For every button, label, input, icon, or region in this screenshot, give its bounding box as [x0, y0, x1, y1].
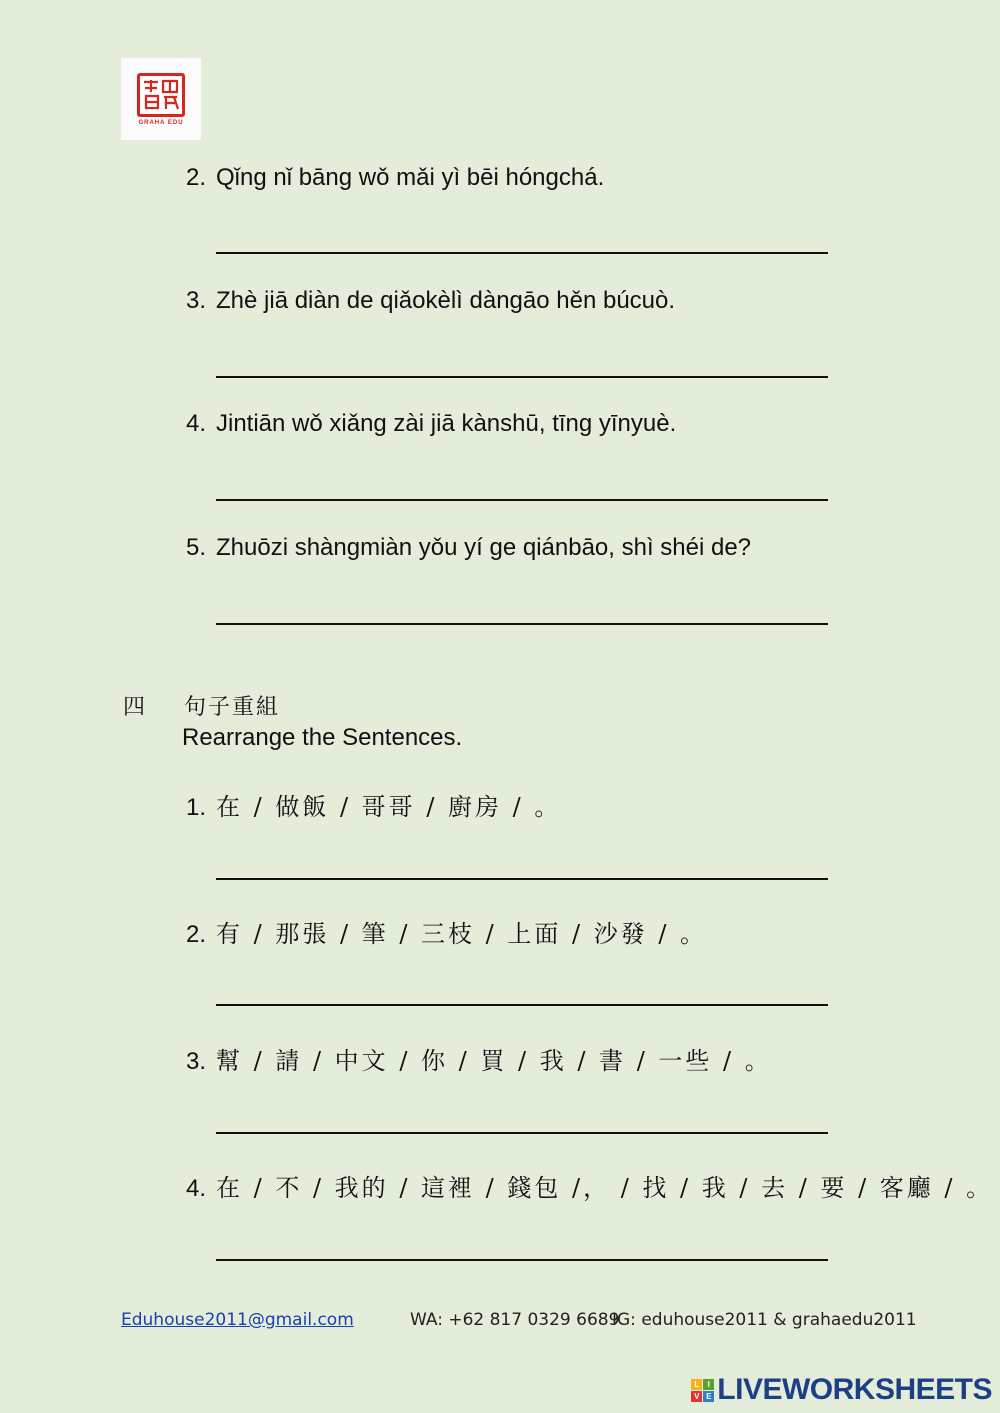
question-text: Zhè jiā diàn de qiǎokèlì dàngāo hěn búcuò.	[216, 287, 676, 314]
section-title: 句子重組	[184, 695, 281, 720]
answer-line[interactable]	[216, 1004, 828, 1006]
question-text: Jintiān wǒ xiǎng zài jiā kànshū, tīng yīnyuè.	[216, 410, 677, 437]
rearrange-question-3	[186, 1041, 772, 1076]
pinyin-question-5	[186, 534, 751, 562]
question-number: 3.	[186, 287, 207, 314]
question-text: 在 / 不 / 我的 / 這裡 / 錢包 /， / 找 / 我 / 去 / 要 / 客廳 / 。	[216, 1174, 994, 1202]
question-text: Qǐng nǐ bāng wǒ mǎi yì bēi hóngchá.	[216, 164, 605, 191]
answer-line[interactable]	[216, 623, 828, 625]
answer-line[interactable]	[216, 252, 828, 254]
whatsapp-contact: WA: +62 817 0329 6689	[410, 1310, 620, 1330]
answer-line[interactable]	[216, 1259, 828, 1261]
pinyin-question-3	[186, 287, 675, 315]
liveworksheets-logo	[691, 1373, 992, 1407]
logo-brand-text: GRAHA EDU	[138, 119, 184, 126]
question-number: 4.	[186, 410, 207, 437]
school-logo	[121, 58, 201, 140]
pinyin-question-4	[186, 410, 676, 438]
rearrange-question-2	[186, 914, 707, 949]
question-text: Zhuōzi shàngmiàn yǒu yí ge qiánbāo, shì shéi de?	[216, 534, 752, 561]
question-text: 幫 / 請 / 中文 / 你 / 買 / 我 / 書 / 一些 / 。	[216, 1047, 772, 1075]
question-number: 2.	[186, 921, 207, 948]
question-number: 3.	[186, 1048, 207, 1075]
answer-line[interactable]	[216, 376, 828, 378]
section-number: 四	[123, 695, 146, 720]
pinyin-question-2	[186, 164, 604, 192]
rearrange-question-4	[186, 1168, 993, 1203]
question-number: 2.	[186, 164, 207, 191]
answer-line[interactable]	[216, 878, 828, 880]
question-number: 4.	[186, 1175, 207, 1202]
answer-line[interactable]	[216, 1132, 828, 1134]
seal-icon	[137, 73, 185, 117]
question-text: 有 / 那張 / 筆 / 三枝 / 上面 / 沙發 / 。	[216, 920, 708, 948]
rearrange-question-1	[186, 787, 561, 822]
email-link[interactable]: Eduhouse2011@gmail.com	[121, 1310, 354, 1330]
instagram-contact: IG: eduhouse2011 & grahaedu2011	[612, 1310, 917, 1330]
question-number: 1.	[186, 794, 207, 821]
answer-line[interactable]	[216, 499, 828, 501]
liveworksheets-text: LIVEWORKSHEETS	[717, 1373, 992, 1406]
question-text: 在 / 做飯 / 哥哥 / 廚房 / 。	[216, 793, 562, 821]
live-badge-icon: L I V E	[691, 1379, 714, 1402]
question-number: 5.	[186, 534, 207, 561]
section-subtitle: Rearrange the Sentences.	[182, 724, 463, 751]
